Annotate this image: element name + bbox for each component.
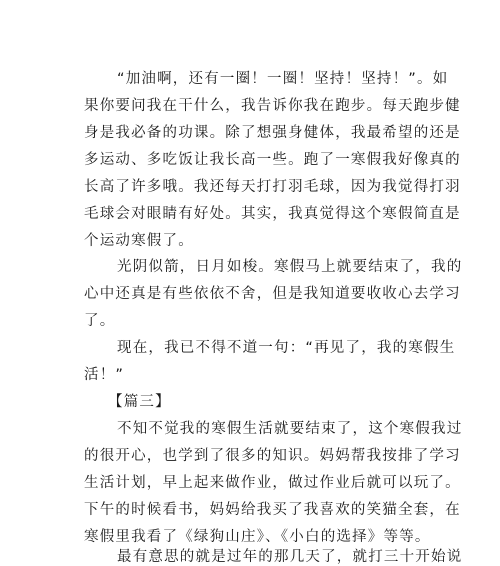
text-line: 生活计划，早上起来做作业，做过作业后就可以玩了。 — [84, 475, 461, 491]
text-line: 下午的时候看书，妈妈给我买了我喜欢的笑猫全套，在 — [84, 502, 461, 518]
text-line: 个运动寒假了。 — [84, 233, 194, 249]
text-line: 最有意思的就是过年的那几天了，就打三十开始说 — [117, 549, 463, 565]
text-line: 多运动、多吃饭让我长高一些。跑了一寒假我好像真的 — [84, 152, 461, 168]
text-line: 身是我必备的功课。除了想强身健体，我最希望的还是 — [84, 125, 461, 141]
section-heading: 【篇三】 — [108, 394, 171, 410]
text-line: 光阴似箭，日月如梭。寒假马上就要结束了，我的 — [117, 259, 463, 275]
text-line: 活！” — [84, 367, 125, 383]
text-line: 不知不觉我的寒假生活就要结束了，这个寒假我过 — [117, 421, 463, 437]
text-line: 果你要问我在干什么，我告诉你我在跑步。每天跑步健 — [84, 98, 461, 114]
text-line: 寒假里我看了《绿狗山庄》、《小白的选择》等等。 — [84, 529, 431, 545]
text-line: 长高了许多哦。我还每天打打羽毛球，因为我觉得打羽 — [84, 179, 461, 195]
text-line: 现在，我已不得不道一句：“再见了，我的寒假生 — [117, 340, 456, 356]
text-line: 毛球会对眼睛有好处。其实，我真觉得这个寒假简直是 — [84, 206, 461, 222]
text-line: 了。 — [84, 313, 116, 329]
text-line: 心中还真是有些依依不舍，但是我知道要收收心去学习 — [84, 286, 461, 302]
text-line: 的很开心，也学到了很多的知识。妈妈帮我按排了学习 — [84, 448, 461, 464]
text-line: “加油啊，还有一圈！一圈！坚持！坚持！”。如 — [117, 71, 449, 87]
